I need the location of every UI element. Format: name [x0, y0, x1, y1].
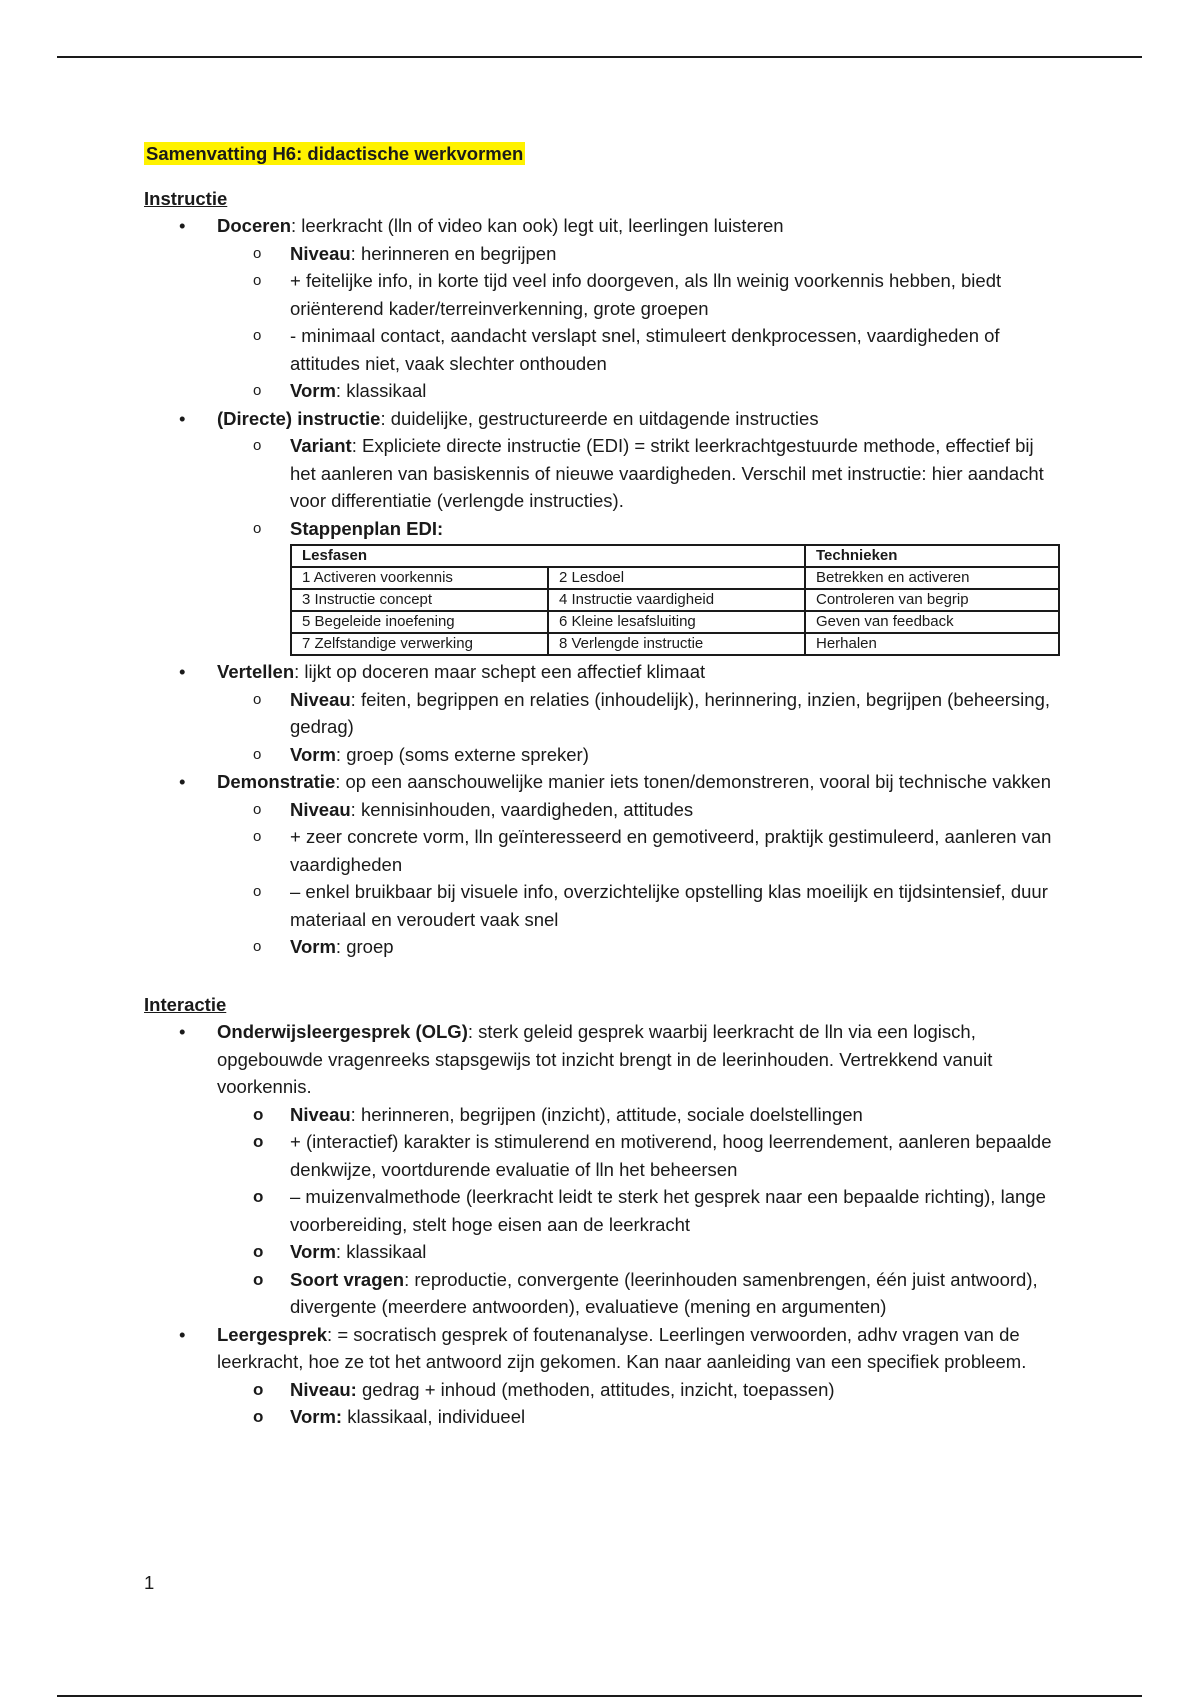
- list-item: [253, 933, 1064, 961]
- term-label: Onderwijsleergesprek (OLG): [217, 1021, 468, 1042]
- edi-table: [290, 544, 1060, 656]
- bullet-icon: •: [179, 1021, 186, 1042]
- sub-text: + feitelijke info, in korte tijd veel info doorgeven, als lln weinig voorkennis hebben, biedt oriënterend kader/terreinverkenning, grote groepen: [290, 270, 1002, 319]
- table-cell: 1 Activeren voorkennis: [291, 567, 548, 589]
- list-item-vertellen: [179, 658, 1064, 768]
- sub-label: Niveau: [290, 242, 351, 264]
- table-row: [291, 589, 1059, 611]
- sub-text: : klassikaal: [335, 380, 427, 401]
- circle-bullet-icon: o: [253, 1132, 264, 1151]
- sub-text: – enkel bruikbaar bij visuele info, overzichtelijke opstelling klas moeilijk en tijdsintensief, duur materiaal en veroudert vaak snel: [290, 881, 1048, 930]
- term-label: Leergesprek: [217, 1323, 328, 1345]
- bullet-icon: •: [179, 1323, 186, 1345]
- sub-label: Vorm: [290, 743, 336, 765]
- circle-bullet-icon: o: [253, 690, 262, 708]
- sub-label: Vorm: [290, 380, 336, 401]
- circle-bullet-icon: o: [253, 828, 262, 845]
- list-item: [253, 686, 1064, 741]
- table-cell: Betrekken en activeren: [805, 567, 1059, 589]
- circle-bullet-icon: o: [253, 244, 262, 262]
- list-item-doceren: [179, 212, 1064, 405]
- circle-bullet-icon: o: [253, 382, 262, 399]
- table-cell: 3 Instructie concept: [291, 589, 548, 611]
- sub-label: Variant: [290, 435, 352, 456]
- document-page: [144, 140, 1064, 1431]
- list-item: [253, 1101, 1064, 1129]
- list-item: [253, 1183, 1064, 1238]
- sub-text: klassikaal, individueel: [342, 1406, 526, 1427]
- circle-bullet-icon: o: [253, 800, 262, 818]
- bullet-icon: •: [179, 771, 186, 792]
- list-item: [253, 741, 1064, 769]
- list-item: [253, 240, 1064, 268]
- sub-label: Vorm: [290, 1241, 336, 1262]
- table-cell: Herhalen: [805, 633, 1059, 655]
- sub-text: : groep (soms externe spreker): [335, 743, 589, 765]
- table-row: [291, 633, 1059, 655]
- table-cell: 2 Lesdoel: [548, 567, 805, 589]
- bullet-icon: •: [179, 215, 186, 236]
- sublist: [217, 686, 1064, 769]
- sub-text: : herinneren en begrijpen: [350, 242, 557, 264]
- list-item: [253, 1266, 1064, 1321]
- list-item: [253, 322, 1064, 377]
- term-label: Doceren: [217, 215, 292, 236]
- sublist: [217, 1376, 1064, 1431]
- circle-bullet-icon: o: [253, 327, 262, 344]
- list-item: [253, 1128, 1064, 1183]
- circle-bullet-icon: o: [253, 1242, 264, 1261]
- section-heading-instructie: Instructie: [144, 187, 228, 209]
- sub-label: Vorm:: [290, 1406, 343, 1427]
- list-item-olg: [179, 1018, 1064, 1321]
- circle-bullet-icon: o: [253, 272, 262, 289]
- term-text: : sterk geleid gesprek waarbij leerkracht de lln via een logisch, opgebouwde vragenreeks stapsgewijs tot inzicht brengt in de leerinhouden. Vertrekkend vanuit voorkennis.: [217, 1021, 993, 1097]
- list-item: [253, 823, 1064, 878]
- section-heading-interactie: Interactie: [144, 993, 227, 1015]
- table-cell: Geven van feedback: [805, 611, 1059, 633]
- list-item: [253, 377, 1064, 405]
- circle-bullet-icon: o: [253, 1379, 264, 1399]
- circle-bullet-icon: o: [253, 883, 262, 900]
- list-item: [253, 1403, 1064, 1431]
- term-label: Vertellen: [217, 661, 295, 682]
- list-item: [253, 878, 1064, 933]
- header-rule: [57, 56, 1142, 58]
- sub-text: : herinneren, begrijpen (inzicht), attitude, sociale doelstellingen: [350, 1103, 863, 1125]
- list-item: [253, 796, 1064, 824]
- sub-text: : kennisinhouden, vaardigheden, attitudes: [350, 798, 694, 820]
- circle-bullet-icon: o: [253, 1104, 264, 1124]
- table-cell: 6 Kleine lesafsluiting: [548, 611, 805, 633]
- sublist: [217, 1101, 1064, 1321]
- sub-text: : feiten, begrippen en relaties (inhoudelijk), herinnering, inzien, begrijpen (beheersing, gedrag): [290, 688, 1050, 737]
- list-item: [253, 1376, 1064, 1404]
- sub-text: : Expliciete directe instructie (EDI) = strikt leerkrachtgestuurde methode, effectief bij het aanleren van basiskennis of nieuwe vaardigheden. Verschil met instructie: hier aandacht voor differentiatie (verlengde instructies).: [290, 435, 1044, 511]
- term-text: : leerkracht (lln of video kan ook) legt uit, leerlingen luisteren: [291, 215, 784, 236]
- term-label: Demonstratie: [217, 771, 336, 792]
- table-cell: 8 Verlengde instructie: [548, 633, 805, 655]
- page-number: 1: [144, 1572, 155, 1593]
- table-header-lesfasen: Lesfasen: [291, 545, 805, 567]
- table-cell: 5 Begeleide inoefening: [291, 611, 548, 633]
- sub-text: : groep: [335, 936, 394, 957]
- circle-bullet-icon: o: [253, 1407, 264, 1426]
- sub-text: - minimaal contact, aandacht verslapt snel, stimuleert denkprocessen, vaardigheden of attitudes niet, vaak slechter onthouden: [290, 325, 1000, 374]
- term-label: (Directe) instructie: [217, 407, 381, 429]
- table-cell: Controleren van begrip: [805, 589, 1059, 611]
- sub-label: Niveau: [290, 1103, 351, 1125]
- interactie-list: [144, 1018, 1064, 1431]
- section-spacer: [144, 961, 1064, 991]
- table-cell: 4 Instructie vaardigheid: [548, 589, 805, 611]
- sub-text: + (interactief) karakter is stimulerend en motiverend, hoog leerrendement, aanleren bepaalde denkwijze, voortdurende evaluatie of lln het beheersen: [290, 1131, 1052, 1180]
- list-item-demonstratie: [179, 768, 1064, 961]
- sub-text: gedrag + inhoud (methoden, attitudes, inzicht, toepassen): [356, 1378, 835, 1400]
- bullet-icon: •: [179, 661, 186, 682]
- circle-bullet-icon: o: [253, 745, 262, 763]
- sub-label: Soort vragen: [290, 1268, 405, 1290]
- table-header-row: [291, 545, 1059, 567]
- table-row: [291, 611, 1059, 633]
- circle-bullet-icon: o: [253, 938, 262, 955]
- term-text: : = socratisch gesprek of foutenanalyse. Leerlingen verwoorden, adhv vragen van de leerkracht, hoe ze tot het antwoord zijn gekomen. Kan naar aanleiding van een specifiek probleem.: [217, 1323, 1027, 1372]
- table-row: [291, 567, 1059, 589]
- instructie-list: [144, 212, 1064, 961]
- footer-rule: [57, 1695, 1142, 1697]
- circle-bullet-icon: o: [253, 437, 262, 454]
- document-title: [144, 140, 1064, 168]
- sub-text: – muizenvalmethode (leerkracht leidt te sterk het gesprek naar een bepaalde richting), lange voorbereiding, stelt hoge eisen aan de leerkracht: [290, 1186, 1046, 1235]
- sublist: [217, 796, 1064, 961]
- sub-label: Niveau:: [290, 1378, 357, 1400]
- circle-bullet-icon: o: [253, 1187, 264, 1206]
- circle-bullet-icon: o: [253, 1269, 264, 1289]
- sublist: [217, 240, 1064, 405]
- sub-label: Niveau: [290, 688, 351, 710]
- bullet-icon: •: [179, 407, 186, 429]
- sublist: [217, 432, 1064, 656]
- list-item: [253, 432, 1064, 515]
- table-cell: 7 Zelfstandige verwerking: [291, 633, 548, 655]
- list-item: [253, 515, 1064, 657]
- term-text: : lijkt op doceren maar schept een affectief klimaat: [294, 661, 706, 682]
- sub-text: : klassikaal: [335, 1241, 427, 1262]
- title-highlight: Samenvatting H6: didactische werkvormen: [146, 143, 524, 164]
- list-item: [253, 1238, 1064, 1266]
- sub-text: + zeer concrete vorm, lln geïnteresseerd en gemotiveerd, praktijk gestimuleerd, aanleren van vaardigheden: [290, 826, 1052, 875]
- sub-label: Stappenplan EDI:: [290, 517, 444, 539]
- list-item: [253, 267, 1064, 322]
- sub-label: Niveau: [290, 798, 351, 820]
- term-text: : duidelijke, gestructureerde en uitdagende instructies: [380, 407, 819, 429]
- circle-bullet-icon: o: [253, 519, 262, 537]
- sub-label: Vorm: [290, 936, 336, 957]
- table-header-technieken: Technieken: [805, 545, 1059, 567]
- list-item-leergesprek: [179, 1321, 1064, 1431]
- term-text: : op een aanschouwelijke manier iets tonen/demonstreren, vooral bij technische vakken: [335, 771, 1051, 792]
- sub-text: : reproductie, convergente (leerinhouden samenbrengen, één juist antwoord), divergente (meerdere antwoorden), evaluatieve (mening en argumenten): [290, 1268, 1038, 1317]
- list-item-directe-instructie: [179, 405, 1064, 657]
